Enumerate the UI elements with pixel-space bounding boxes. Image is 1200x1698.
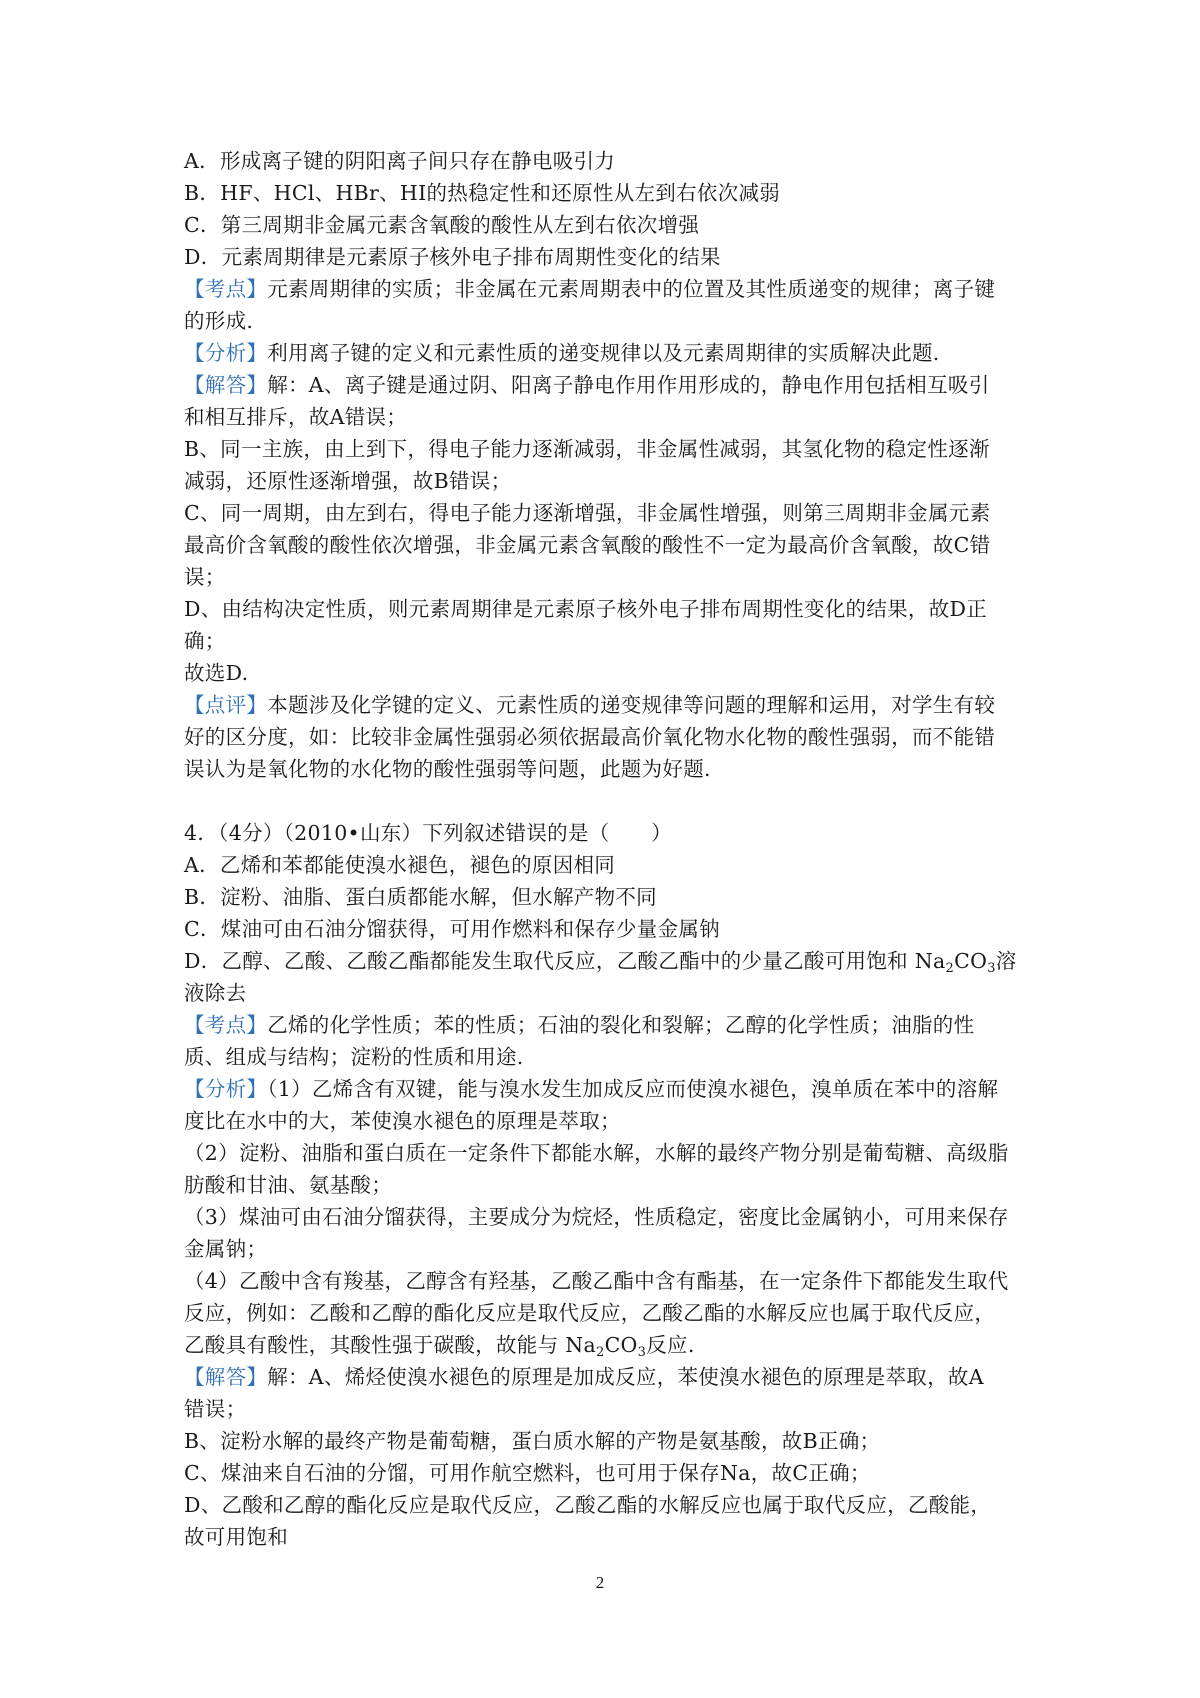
- q3-jieda-line: 误；: [184, 565, 226, 589]
- q4-option-d: [184, 945, 1034, 977]
- q3-option-c: C．第三周期非金属元素含氧酸的酸性从左到右依次增强: [184, 213, 700, 237]
- q4-option-a: A．乙烯和苯都能使溴水褪色，褪色的原因相同: [184, 853, 616, 877]
- q4-option-d-text: D．乙醇、乙酸、乙酸乙酯都能发生取代反应，乙酸乙酯中的少量乙酸可用饱和 Na: [184, 949, 946, 973]
- q3-jieda-line: 最高价含氧酸的酸性依次增强，非金属元素含氧酸的酸性不一定为最高价含氧酸，故C错: [184, 533, 991, 557]
- q4-option-d-cont: 液除去: [184, 981, 247, 1005]
- q3-dianping-tag: 【点评】: [184, 693, 268, 717]
- q4-fenxi-line: （3）煤油可由石油分馏获得，主要成分为烷烃，性质稳定，密度比金属钠小，可用来保存: [184, 1205, 1009, 1229]
- q3-option-a: A．形成离子键的阴阳离子间只存在静电吸引力: [184, 149, 616, 173]
- q3-dianping-cont: 误认为是氧化物的水化物的酸性强弱等问题，此题为好题.: [184, 757, 711, 781]
- q4-fenxi-line: 度比在水中的大，苯使溴水褪色的原理是萃取；: [184, 1109, 621, 1133]
- subscript: 3: [637, 1345, 647, 1360]
- q3-dianping-cont: 好的区分度，如：比较非金属性强弱必须依据最高价氧化物水化物的酸性强弱，而不能错: [184, 725, 996, 749]
- q3-dianping: [184, 689, 1034, 721]
- q4-option-d-tail: 溶: [995, 949, 1017, 973]
- q4-jieda-tag: 【解答】: [184, 1365, 268, 1389]
- q4-kaodian-cont: 质、组成与结构；淀粉的性质和用途.: [184, 1045, 524, 1069]
- q4-jieda-line: D、乙酸和乙醇的酯化反应是取代反应，乙酸乙酯的水解反应也属于取代反应，乙酸能，: [184, 1493, 992, 1517]
- q3-jieda-line: D、由结构决定性质，则元素周期律是元素原子核外电子排布周期性变化的结果，故D正: [184, 597, 988, 621]
- q3-dianping-text: 本题涉及化学键的定义、元素性质的递变规律等问题的理解和运用，对学生有较: [267, 693, 996, 717]
- q3-option-d: D．元素周期律是元素原子核外电子排布周期性变化的结果: [184, 245, 721, 269]
- q4-jieda-line: 错误；: [184, 1397, 247, 1421]
- page-content: [184, 145, 1034, 1553]
- q3-fenxi-tag: 【分析】: [184, 341, 268, 365]
- q3-jieda-tag: 【解答】: [184, 373, 268, 397]
- q3-jieda-line: C、同一周期，由左到右，得电子能力逐渐增强，非金属性增强，则第三周期非金属元素: [184, 501, 991, 525]
- q4-fenxi: [184, 1073, 1034, 1105]
- q4-fenxi-line: （4）乙酸中含有羧基，乙醇含有羟基，乙酸乙酯中含有酯基，在一定条件下都能发生取代: [184, 1269, 1009, 1293]
- q3-option-b: B．HF、HCl、HBr、HI的热稳定性和还原性从左到右依次减弱: [184, 181, 781, 205]
- q4-fenxi-line: 反应，例如：乙酸和乙醇的酯化反应是取代反应，乙酸乙酯的水解反应也属于取代反应，: [184, 1301, 996, 1325]
- q4-fenxi-line: 肪酸和甘油、氨基酸；: [184, 1173, 392, 1197]
- section-gap: [184, 785, 1034, 817]
- formula-part: CO: [954, 949, 988, 973]
- page-number: 2: [595, 1573, 605, 1592]
- q4-jieda-line: B、淀粉水解的最终产物是葡萄糖，蛋白质水解的产物是氨基酸，故B正确；: [184, 1429, 881, 1453]
- q4-fenxi-line: （2）淀粉、油脂和蛋白质在一定条件下都能水解，水解的最终产物分别是葡萄糖、高级脂: [184, 1141, 1009, 1165]
- q3-kaodian-tag: 【考点】: [184, 277, 268, 301]
- q3-kaodian-text: 元素周期律的实质；非金属在元素周期表中的位置及其性质递变的规律；离子键: [267, 277, 996, 301]
- q3-jieda-line: 确；: [184, 629, 226, 653]
- subscript: 2: [595, 1345, 605, 1360]
- q3-jieda-line: 故选D.: [184, 661, 249, 685]
- q3-jieda-line: B、同一主族，由上到下，得电子能力逐渐减弱，非金属性减弱，其氢化物的稳定性逐渐: [184, 437, 990, 461]
- formula-part: CO: [604, 1333, 638, 1357]
- q4-kaodian: [184, 1009, 1034, 1041]
- q4-jieda-text: 解：A、烯烃使溴水褪色的原理是加成反应，苯使溴水褪色的原理是萃取，故A: [267, 1365, 984, 1389]
- q4-jieda: [184, 1361, 1034, 1393]
- q4-option-c: C．煤油可由石油分馏获得，可用作燃料和保存少量金属钠: [184, 917, 720, 941]
- q4-kaodian-text: 乙烯的化学性质；苯的性质；石油的裂化和裂解；乙醇的化学性质；油脂的性: [267, 1013, 975, 1037]
- subscript: 3: [987, 961, 996, 976]
- q4-kaodian-tag: 【考点】: [184, 1013, 268, 1037]
- q4-fenxi-last-tail: 反应.: [646, 1333, 695, 1357]
- q4-fenxi-tag: 【分析】: [184, 1077, 268, 1101]
- q4-jieda-line: 故可用饱和: [184, 1525, 288, 1549]
- q3-jieda-line: 减弱，还原性逐渐增强，故B错误；: [184, 469, 512, 493]
- q3-jieda: [184, 369, 1034, 401]
- q4-fenxi-line: 金属钠；: [184, 1237, 268, 1261]
- subscript: 2: [945, 961, 955, 976]
- q4-option-b: B．淀粉、油脂、蛋白质都能水解，但水解产物不同: [184, 885, 657, 909]
- q3-fenxi: [184, 337, 1034, 369]
- q4-jieda-line: C、煤油来自石油的分馏，可用作航空燃料，也可用于保存Na，故C正确；: [184, 1461, 871, 1485]
- q4-fenxi-last: [184, 1329, 1034, 1361]
- q3-fenxi-text: 利用离子键的定义和元素性质的递变规律以及元素周期律的实质解决此题.: [267, 341, 940, 365]
- q3-jieda-text: 解：A、离子键是通过阴、阳离子静电作用作用形成的，静电作用包括相互吸引: [267, 373, 990, 397]
- q4-stem: 4．（4分）（2010•山东）下列叙述错误的是（ ）: [184, 821, 672, 845]
- q4-fenxi-text: （1）乙烯含有双键，能与溴水发生加成反应而使溴水褪色，溴单质在苯中的溶解: [267, 1077, 999, 1101]
- q4-fenxi-last-text: 乙酸具有酸性，其酸性强于碳酸，故能与 Na: [184, 1333, 596, 1357]
- q3-kaodian-cont: 的形成.: [184, 309, 254, 333]
- q3-jieda-line: 和相互排斥，故A错误；: [184, 405, 408, 429]
- q3-kaodian: [184, 273, 1034, 305]
